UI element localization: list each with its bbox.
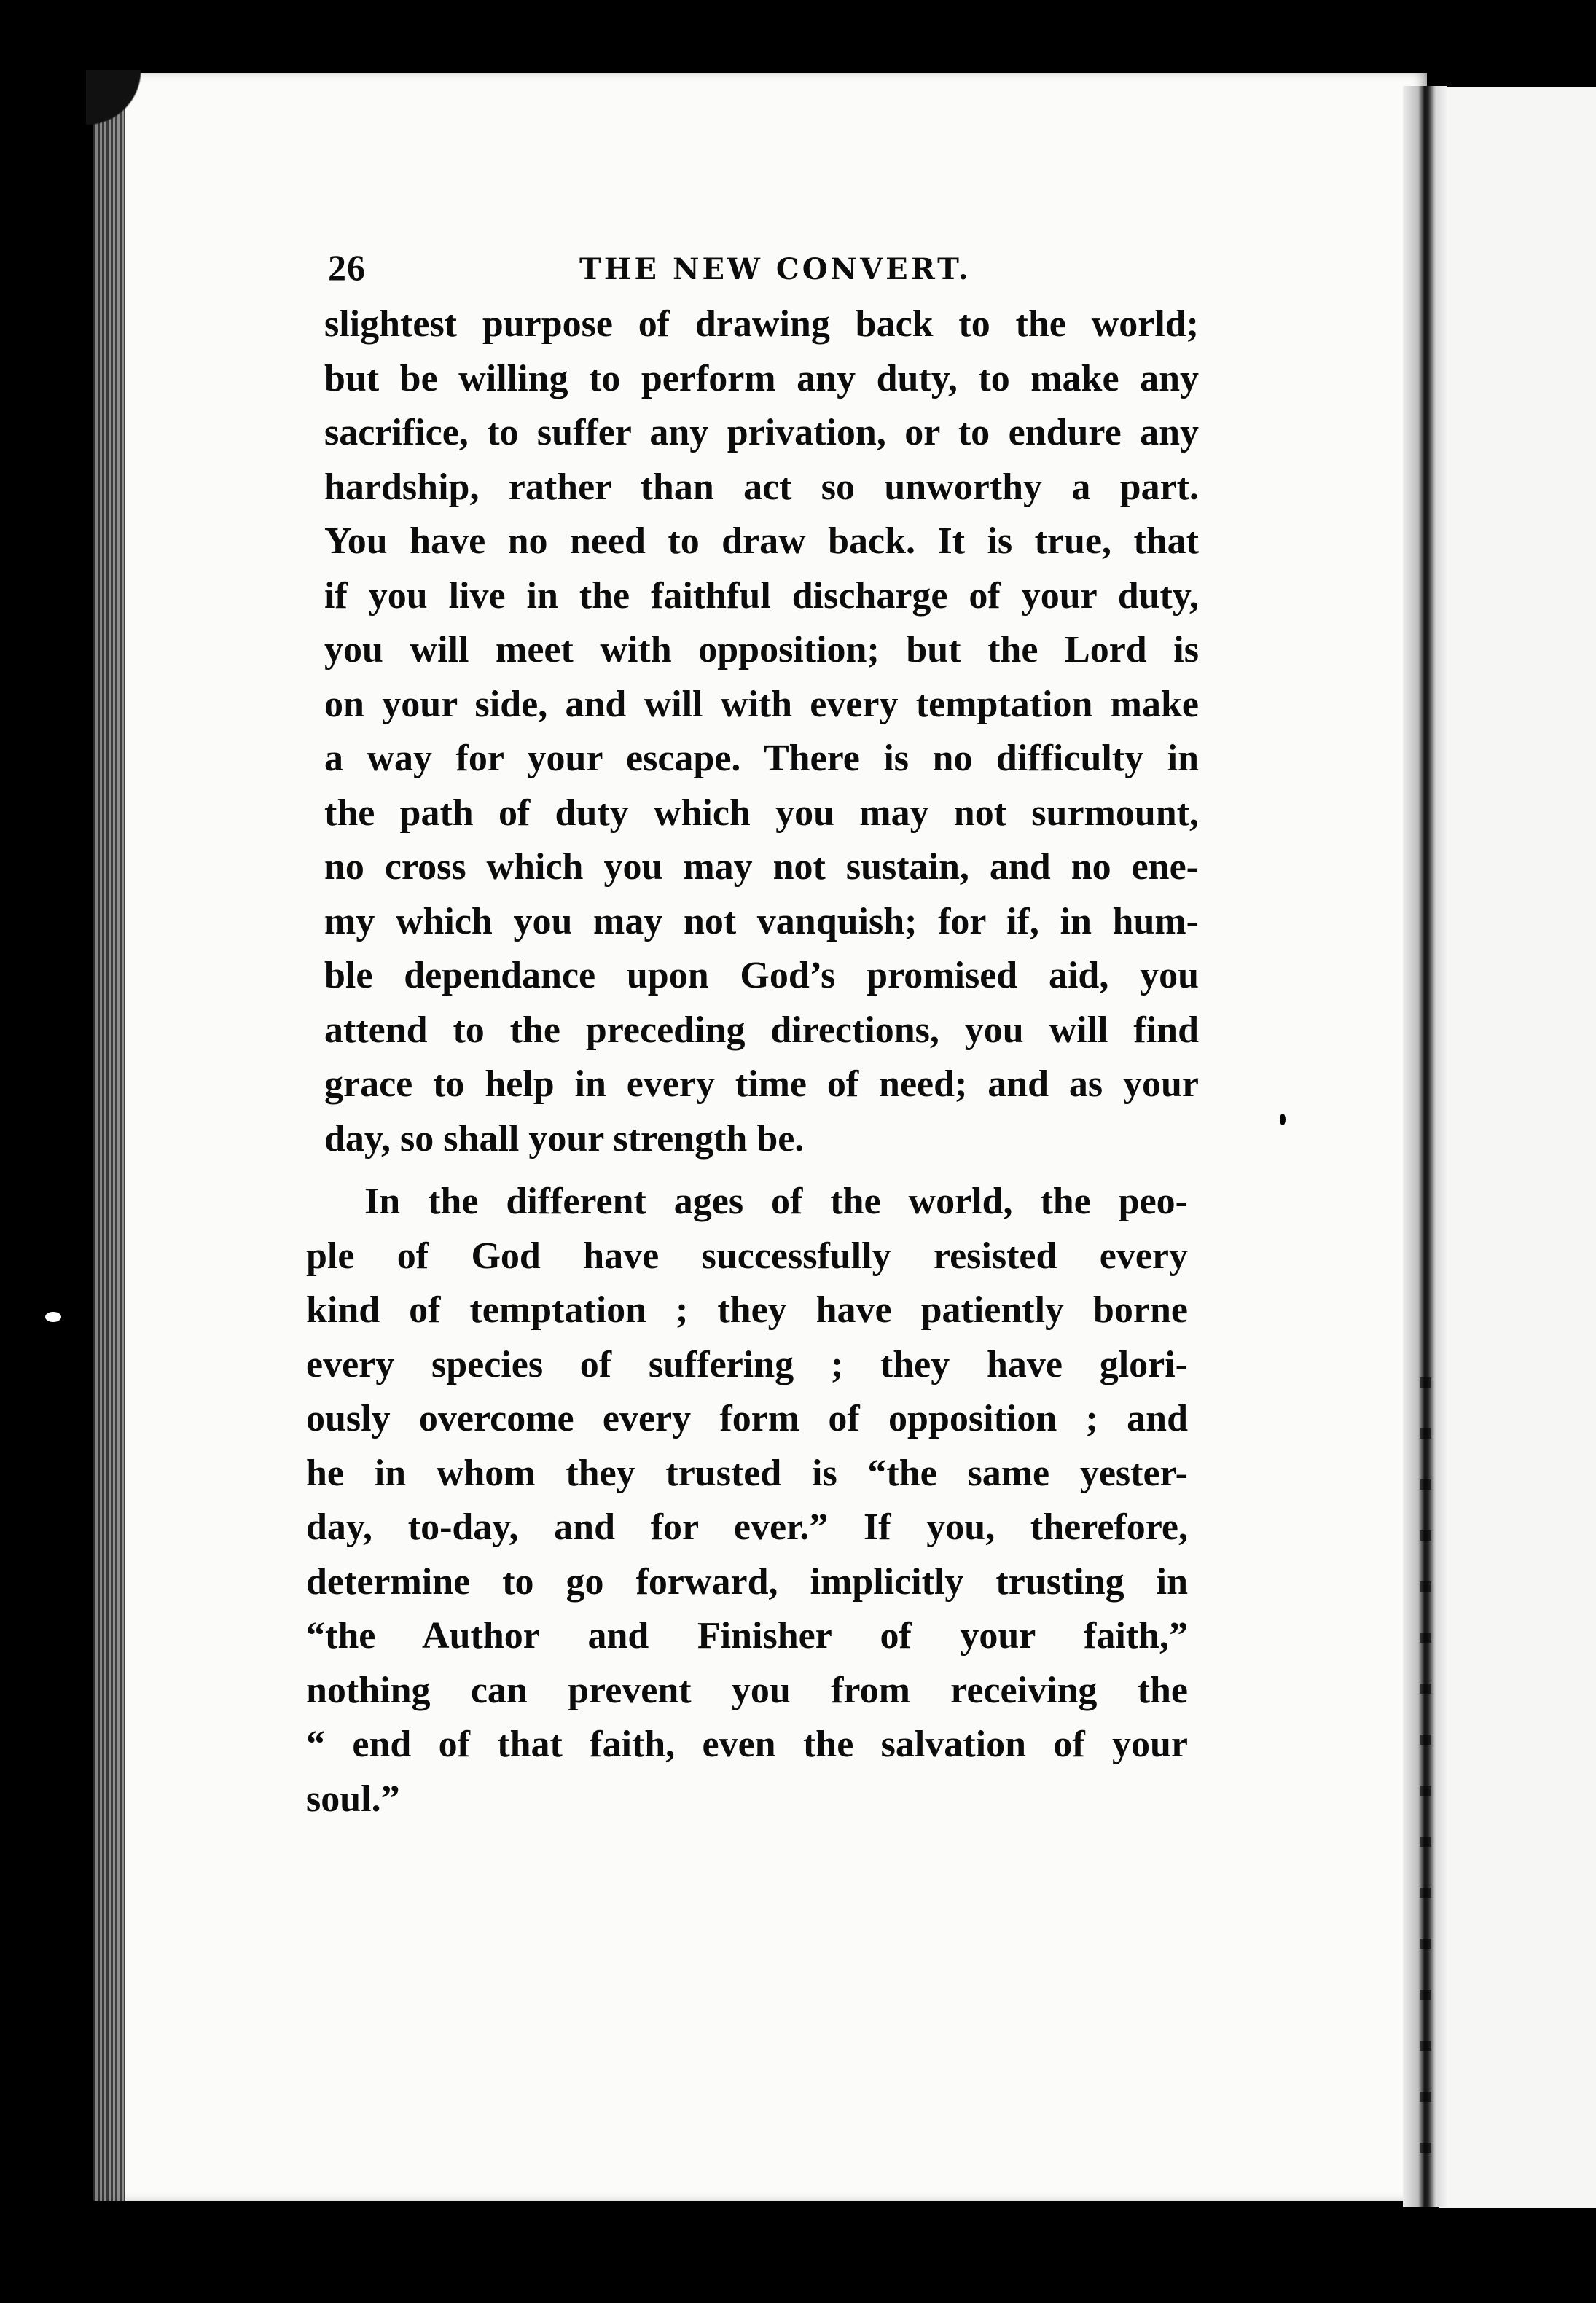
text-line: no cross which you may not sustain, and no ene- xyxy=(324,846,1199,888)
binding-marks xyxy=(1420,1377,1431,2179)
text-line: day, to-day, and for ever.” If you, therefore, xyxy=(306,1506,1188,1548)
text-line: kind of temptation ; they have patiently borne xyxy=(306,1289,1188,1331)
page-number: 26 xyxy=(328,247,366,288)
text-line: “the Author and Finisher of your faith,” xyxy=(306,1615,1188,1657)
text-line: but be willing to perform any duty, to make any xyxy=(324,357,1199,399)
dust-speck xyxy=(1280,1114,1286,1125)
text-line: sacrifice, to suffer any privation, or to endure any xyxy=(324,412,1199,453)
paragraph-1 xyxy=(292,297,1202,1166)
text-line: if you live in the faithful discharge of your duty, xyxy=(324,574,1199,617)
page-corner-shadow xyxy=(86,70,195,179)
text-line: you will meet with opposition; but the Lord is xyxy=(324,629,1199,670)
dust-speck xyxy=(45,1312,61,1322)
facing-page-edge xyxy=(1439,87,1596,2208)
text-line: ple of God have successfully resisted every xyxy=(306,1235,1188,1277)
text-line: hardship, rather than act so unworthy a part. xyxy=(324,466,1199,508)
page-text xyxy=(292,246,1202,1826)
running-head: THE NEW CONVERT. xyxy=(579,252,971,286)
text-line: every species of suffering ; they have glori- xyxy=(306,1343,1188,1385)
text-line: ble dependance upon God’s promised aid, you xyxy=(324,955,1199,996)
text-line: In the different ages of the world, the peo- xyxy=(364,1181,1188,1222)
text-line: slightest purpose of drawing back to the world; xyxy=(324,303,1199,345)
text-line: “ end of that faith, even the salvation of your xyxy=(306,1724,1188,1765)
text-line: a way for your escape. There is no difficulty in xyxy=(324,738,1199,779)
text-line: grace to help in every time of need; and as your xyxy=(324,1063,1199,1105)
paragraph-2 xyxy=(292,1175,1202,1826)
text-line: he in whom they trusted is “the same yester- xyxy=(306,1452,1188,1494)
text-line: on your side, and will with every temptation make xyxy=(324,683,1199,725)
text-line: day, so shall your strength be. xyxy=(324,1117,805,1160)
text-line: nothing can prevent you from receiving the xyxy=(306,1669,1188,1711)
text-line: You have no need to draw back. It is true, that xyxy=(324,520,1199,562)
text-line: soul.” xyxy=(306,1778,400,1820)
page-header xyxy=(328,246,1195,297)
text-line: determine to go forward, implicitly trusting in xyxy=(306,1560,1188,1603)
text-line: my which you may not vanquish; for if, in hum- xyxy=(324,900,1199,942)
text-line: the path of duty which you may not surmount, xyxy=(324,791,1199,834)
page-stack-edge xyxy=(93,73,125,2201)
text-line: ously overcome every form of opposition ; and xyxy=(306,1398,1188,1439)
text-line: attend to the preceding directions, you will find xyxy=(324,1009,1199,1051)
